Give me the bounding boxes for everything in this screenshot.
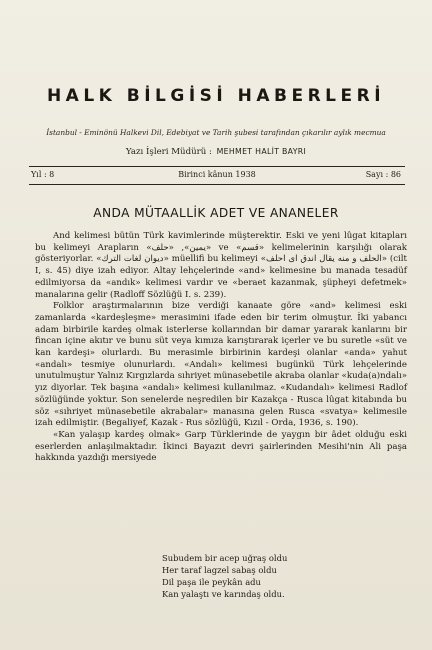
issue-bar-bottom-rule: [29, 184, 405, 185]
article-paragraph: And kelimesi bütün Türk kavimlerinde müşterektir. Eski ve yeni lûgat kitapları bu kelimeyi Arapların «يمين», «حلف» ve «قسم» kelimelerinin karşılığı olarak gösteriyorlar. «ديوان لغات الترك» müellifi bu kelimeyi «الحلف و منه يقال اندق اى احلف» (cilt I, s. 45) diye izah ediyor. Altay lehçelerinde «and» kelimesine bu manada tesadüf edilmiyorsa da «andık» kelimesi vardır ve «beraet kazanmak, şüpheyi defetmek» manalarına gelir (Radloff Sözlüğü I. s. 239).: [35, 231, 407, 300]
poem-line: Kan yalaştı ve karındaş oldu.: [162, 589, 285, 599]
journal-title: HALK BİLGİSİ HABERLERİ: [46, 86, 386, 106]
poem-line: Subudem bir acep uğraş oldu: [162, 553, 288, 563]
editor-line: [0, 147, 432, 157]
article-body: [35, 231, 407, 465]
issue-info-bar: [29, 170, 405, 182]
editor-label: Yazı İşleri Müdürü :: [125, 147, 212, 157]
poem-line: Her taraf lagzel sabaş oldu: [162, 565, 277, 575]
article-paragraph: Folklor araştırmalarının bize verdiği kanaate göre «and» kelimesi eski zamanlarda «kardeşleşme» merasimini ifade eden bir terim olmuştur. İki yabancı adam birbirile kardeş olmak isterlerse kollarından bir damar yararak kanlarını bir fincan içine akıtır ve bunu süt veya kımıza karıştırarak içerler ve bu suretle «süt ve kan kardeşi» olurlardı. Bu merasimle birbirinin kardeşi olanlar «anda» yahut «andalı» tesmiye olunurlardı. «Andalı» kelimesi bugünkü Türk lehçelerinde unutulmuştur Yalnız Kırgızlarda sıhriyet münasebetile akraba olanlar «kuda(a)ndalı» yız diyorlar. Tek başına «andalı» kelimesi kullanılmaz. «Kudandalı» kelimesi Radlof sözlüğünde yoktur. Son senelerde neşredilen bir Kazakça - Rusca lûgat kitabında bu söz «sıhriyet münasebetile akrabalar» manasına gelen Rusca «svatya» kelimesile izah edilmiştir. (Begaliyef, Kazak - Rus sözlüğü, Kızıl - Orda, 1936, s. 190).: [35, 301, 407, 429]
poem-line: Dil paşa ile peykân adu: [162, 577, 261, 587]
issue-bar-top-rule: [29, 166, 405, 167]
article-title: ANDA MÜTAALLİK ADET VE ANANELER: [93, 206, 339, 220]
issue-year: Yıl : 8: [31, 170, 55, 179]
issue-number: Sayı : 86: [365, 170, 401, 179]
issue-date: Birinci kânun 1938: [178, 170, 256, 179]
poem-block: [162, 552, 287, 600]
editor-name: MEHMET HALİT BAYRI: [216, 147, 307, 156]
journal-subtitle: İstanbul - Eminönü Halkevi Dil, Edebiyat ve Tarih şubesi tarafından çıkarılır aylık mecmua: [46, 128, 386, 137]
article-paragraph: «Kan yalaşıp kardeş olmak» Garp Türklerinde de yaygın bir âdet olduğu eski eserlerden anlaşılmaktadır. İkinci Bayazıt devri şairlerinden Mesihi'nin Ali paşa hakkında yazdığı mersiyede: [35, 429, 407, 464]
